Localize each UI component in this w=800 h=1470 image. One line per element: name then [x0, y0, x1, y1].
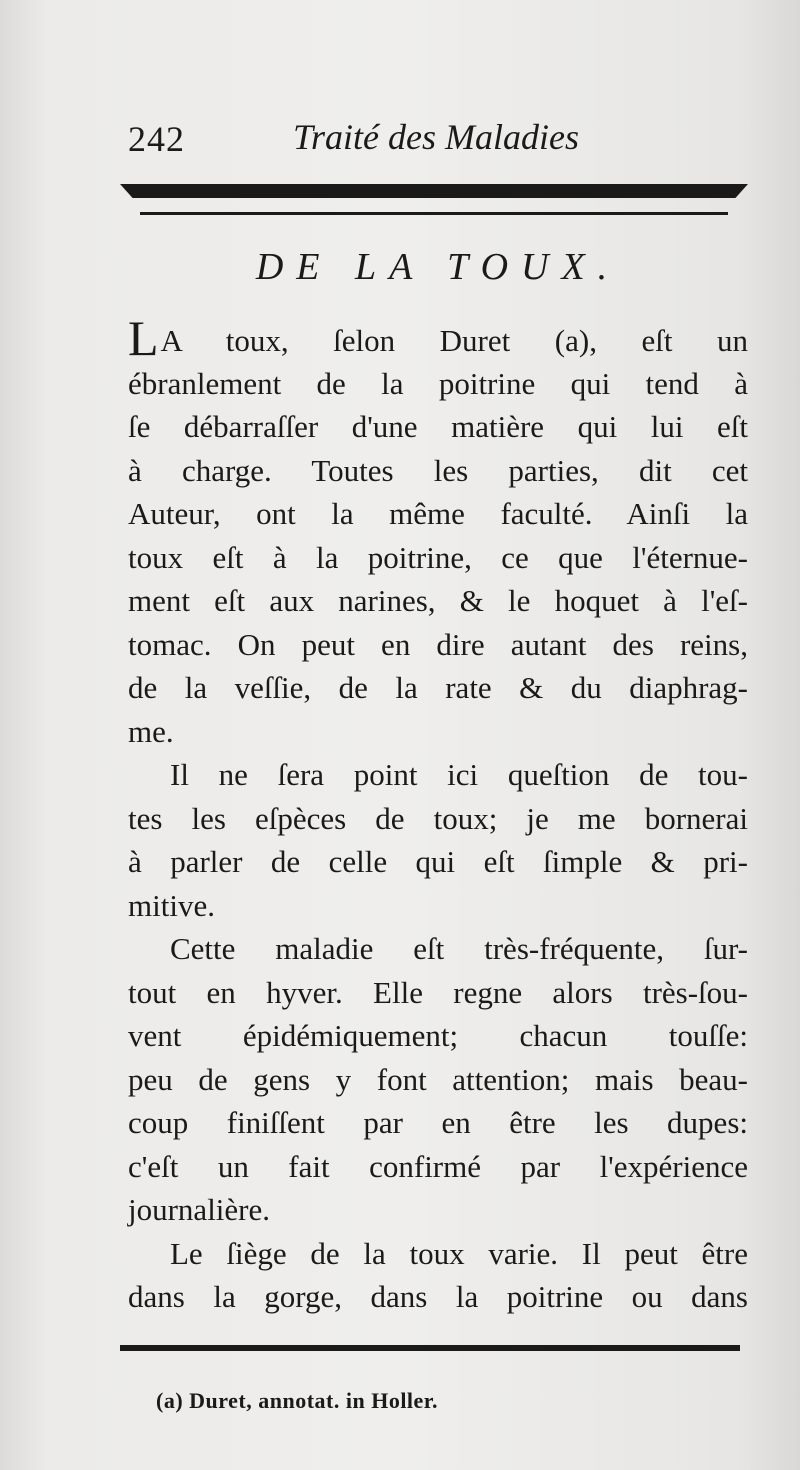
text-line: ébranlement de la poitrine qui tend à	[128, 365, 748, 401]
page-number: 242	[128, 119, 185, 159]
text-line: tes les eſpèces de toux; je me bornerai	[128, 800, 748, 836]
text-line: ſe débarraſſer d'une matière qui lui eſt	[128, 409, 748, 444]
text-line: coup finiſſent par en être les dupes:	[128, 1105, 748, 1140]
running-title: Traité des Maladies	[293, 117, 579, 157]
text-line: Le ſiège de la toux varie. Il peut être	[170, 1235, 748, 1271]
text-line: tomac. On peut en dire autant des reins,	[128, 626, 748, 662]
header-rule-thin	[140, 212, 728, 215]
footnote-rule	[120, 1345, 740, 1351]
text-line: Il ne ſera point ici queſtion de tou-	[170, 757, 748, 792]
text-line: vent épidémiquement; chacun touſſe:	[128, 1018, 748, 1053]
chapter-title: DE LA TOUX.	[255, 246, 621, 288]
body-text	[128, 310, 748, 1319]
text-line: dans la gorge, dans la poitrine ou dans	[128, 1279, 748, 1314]
text-line: à parler de celle qui eſt ſimple & pri-	[128, 844, 748, 879]
text-line: peu de gens y font attention; mais beau-	[128, 1061, 748, 1097]
page-header	[128, 112, 748, 162]
text-line: LA toux, ſelon Duret (a), eſt un	[128, 310, 748, 366]
text-line: journalière.	[128, 1192, 271, 1227]
header-rule-thick	[120, 184, 748, 198]
text-line: toux eſt à la poitrine, ce que l'éternue-	[128, 539, 748, 575]
text-line: à charge. Toutes les parties, dit cet	[128, 452, 748, 488]
text-line: me.	[128, 713, 174, 749]
text-line: c'eſt un fait confirmé par l'expérience	[128, 1148, 748, 1184]
text-line: mitive.	[128, 887, 215, 923]
text-line: Cette maladie eſt très-fréquente, ſur-	[170, 931, 748, 966]
text-line: de la veſſie, de la rate & du diaphrag-	[128, 670, 748, 705]
text-line: tout en hyver. Elle regne alors très-ſou-	[128, 974, 748, 1010]
footnote: (a) Duret, annotat. in Holler.	[156, 1388, 439, 1413]
drop-cap: L	[128, 310, 159, 366]
text-line: Auteur, ont la même faculté. Ainſi la	[128, 496, 748, 531]
text-line: ment eſt aux narines, & le hoquet à l'eſ-	[128, 583, 748, 618]
